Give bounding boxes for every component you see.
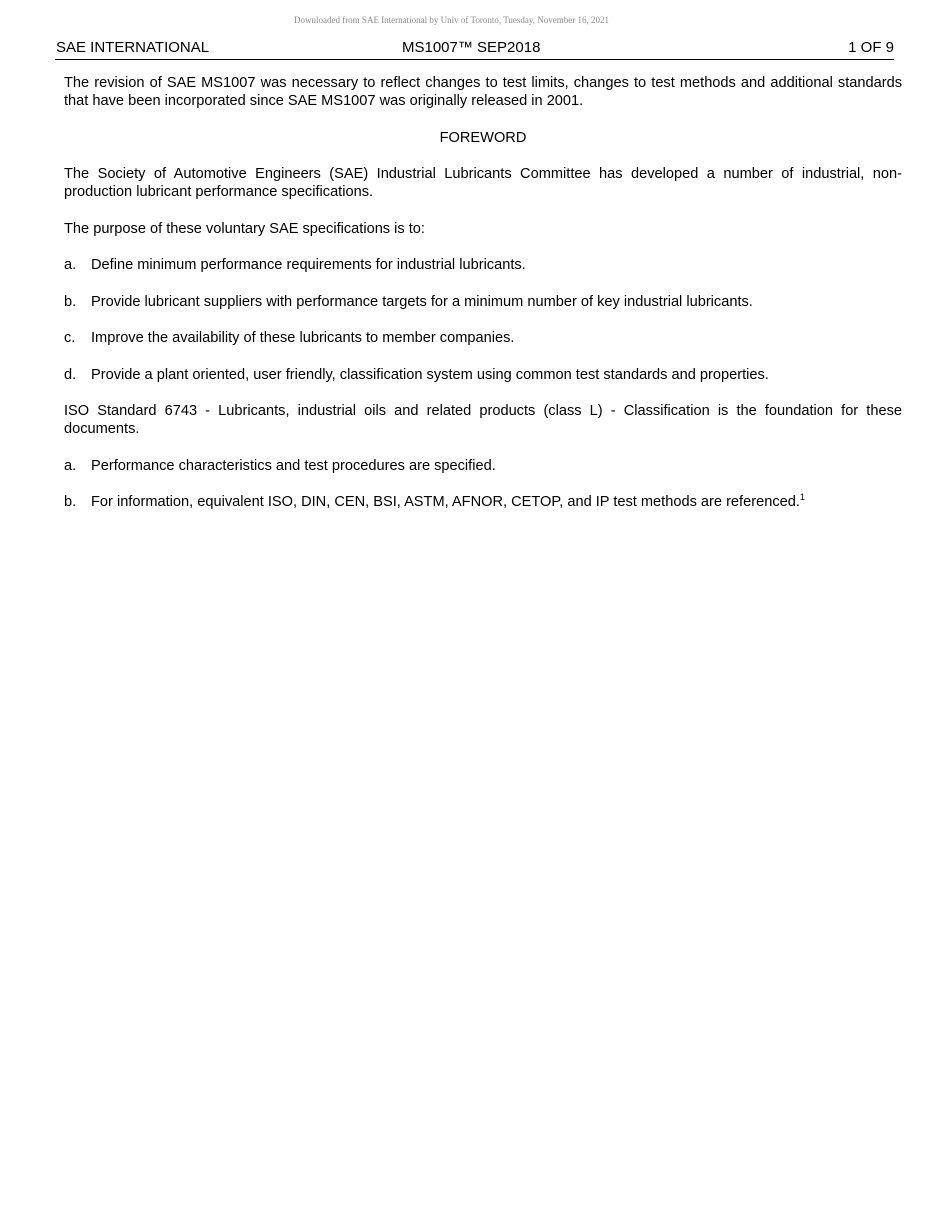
list-marker: b. <box>64 293 77 310</box>
list-item-text <box>91 493 902 511</box>
header-organization: SAE INTERNATIONAL <box>56 39 210 56</box>
iso-list <box>64 457 902 512</box>
purpose-list <box>64 256 902 384</box>
iso-standard-paragraph: ISO Standard 6743 - Lubricants, industrial oils and related products (class L) - Classification is the foundation for these documents. <box>64 403 902 437</box>
list-item-text: Provide a plant oriented, user friendly, classification system using common test standards and properties. <box>91 366 769 383</box>
list-item <box>64 293 902 311</box>
footnote-reference[interactable]: 1 <box>799 492 805 502</box>
list-item <box>64 366 902 384</box>
page-header <box>55 38 894 58</box>
list-item <box>64 493 902 511</box>
list-item <box>64 457 902 475</box>
list-item-body: For information, equivalent ISO, DIN, CEN, BSI, ASTM, AFNOR, CETOP, and IP test methods are referenced. <box>91 494 800 510</box>
list-item-text: Improve the availability of these lubricants to member companies. <box>91 330 515 346</box>
header-page-number: 1 OF 9 <box>848 39 894 56</box>
list-marker: c. <box>64 330 76 346</box>
foreword-heading: FOREWORD <box>439 129 527 146</box>
header-divider <box>55 59 894 60</box>
foreword-paragraph: The Society of Automotive Engineers (SAE) Industrial Lubricants Committee has developed a number of industrial, non-production lubricant performance specifications. <box>64 166 902 200</box>
list-item-text: Performance characteristics and test procedures are specified. <box>91 457 496 474</box>
list-item <box>64 329 902 347</box>
list-marker: b. <box>64 494 77 510</box>
list-marker: a. <box>64 457 77 474</box>
list-marker: d. <box>64 366 77 383</box>
list-marker: a. <box>64 257 77 273</box>
revision-paragraph: The revision of SAE MS1007 was necessary to reflect changes to test limits, changes to test methods and additional standards that have been incorporated since SAE MS1007 was originally released in 2001. <box>64 75 902 109</box>
list-item-text: Provide lubricant suppliers with performance targets for a minimum number of key industrial lubricants. <box>91 293 753 310</box>
download-watermark: Downloaded from SAE International by Univ of Toronto, Tuesday, November 16, 2021 <box>293 15 610 25</box>
header-document-id: MS1007™ SEP2018 <box>402 39 541 56</box>
list-item-text: Define minimum performance requirements for industrial lubricants. <box>91 257 526 273</box>
document-body <box>64 74 902 530</box>
list-item <box>64 256 902 274</box>
purpose-paragraph: The purpose of these voluntary SAE specifications is to: <box>64 220 425 237</box>
